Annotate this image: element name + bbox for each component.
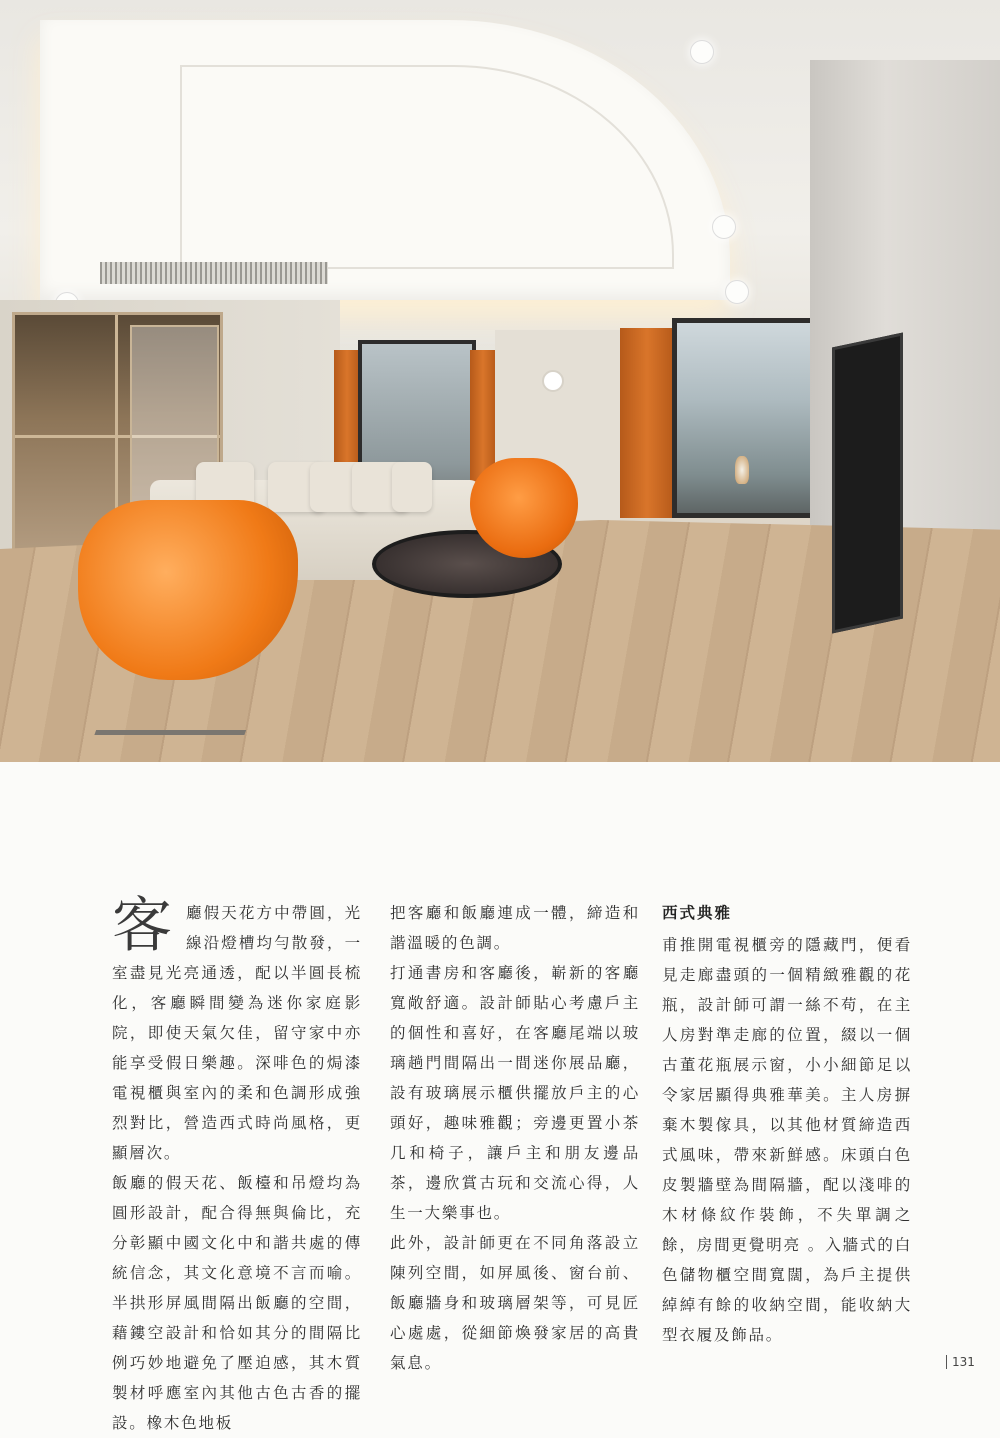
section-heading: 西式典雅 bbox=[662, 904, 733, 922]
article-column-3 bbox=[662, 898, 912, 1350]
window-city-view bbox=[672, 318, 820, 518]
paragraph: 飯廳的假天花、飯檯和吊燈均為圓形設計，配合得無與倫比，充分彰顯中國文化中和諧共處的傳統信念，其文化意境不言而喻。半拱形屏風間隔出飯廳的空間，藉鏤空設計和恰如其分的間隔比例巧妙地避免了壓迫感，其木質製材呼應室內其他古色古香的擺設。橡木色地板 bbox=[112, 1174, 362, 1432]
paragraph-text: 廳假天花方中帶圓，光線沿燈槽均勻散發，一室盡見光亮通透，配以半圓長梳化，客廳瞬間變為迷你家庭影院，即使天氣欠佳，留守家中亦能享受假日樂趣。深啡色的焗漆電視櫃與室內的柔和色調形成強烈對比，營造西式時尚風格，更顯層次。 bbox=[112, 904, 362, 1162]
spotlight bbox=[690, 40, 714, 64]
air-vent bbox=[100, 262, 328, 284]
wall-clock bbox=[542, 370, 564, 392]
paragraph: 甫推開電視櫃旁的隱藏門，便看見走廊盡頭的一個精緻雅觀的花瓶，設計師可謂一絲不苟，在主人房對準走廊的位置，綴以一個古董花瓶展示窗，小小細節足以令家居顯得典雅華美。主人房摒棄木製傢具，以其他材質締造西式風味，帶來新鮮感。床頭白色皮製牆壁為間隔牆，配以淺啡的木材條紋作裝飾，不失單調之餘，房間更覺明亮 。入牆式的白色儲物櫃空間寬闊，為戶主提供綽綽有餘的收納空間，能收納大型衣履及飾品。 bbox=[662, 936, 912, 1344]
drop-cap: 客 bbox=[112, 891, 174, 961]
page-number: 131 bbox=[946, 1355, 975, 1369]
article-column-2 bbox=[390, 898, 640, 1378]
curtain bbox=[620, 328, 674, 518]
article-column-1 bbox=[112, 891, 362, 1438]
paragraph bbox=[112, 891, 362, 1168]
television bbox=[832, 332, 903, 633]
chair-base bbox=[94, 660, 271, 735]
ceiling-cove-inner bbox=[180, 65, 674, 269]
paragraph: 此外，設計師更在不同角落設立陳列空間，如屏風後、窗台前、飯廳牆身和玻璃層架等，可見匠心處處，從細節煥發家居的高貴氣息。 bbox=[390, 1234, 640, 1372]
cushion bbox=[392, 462, 432, 512]
spotlight bbox=[725, 280, 749, 304]
paragraph: 把客廳和飯廳連成一體，締造和諧溫暖的色調。 bbox=[390, 904, 640, 952]
paragraph: 打通書房和客廳後，嶄新的客廳寬敞舒適。設計師貼心考慮戶主的個性和喜好，在客廳尾端以玻璃趟門間隔出一間迷你展品廳，設有玻璃展示櫃供擺放戶主的心頭好，趣味雅觀；旁邊更置小茶几和椅子，讓戶主和朋友邊品茶，邊欣賞古玩和交流心得，人生一大樂事也。 bbox=[390, 964, 640, 1222]
vase bbox=[735, 456, 749, 484]
spotlight bbox=[712, 215, 736, 239]
